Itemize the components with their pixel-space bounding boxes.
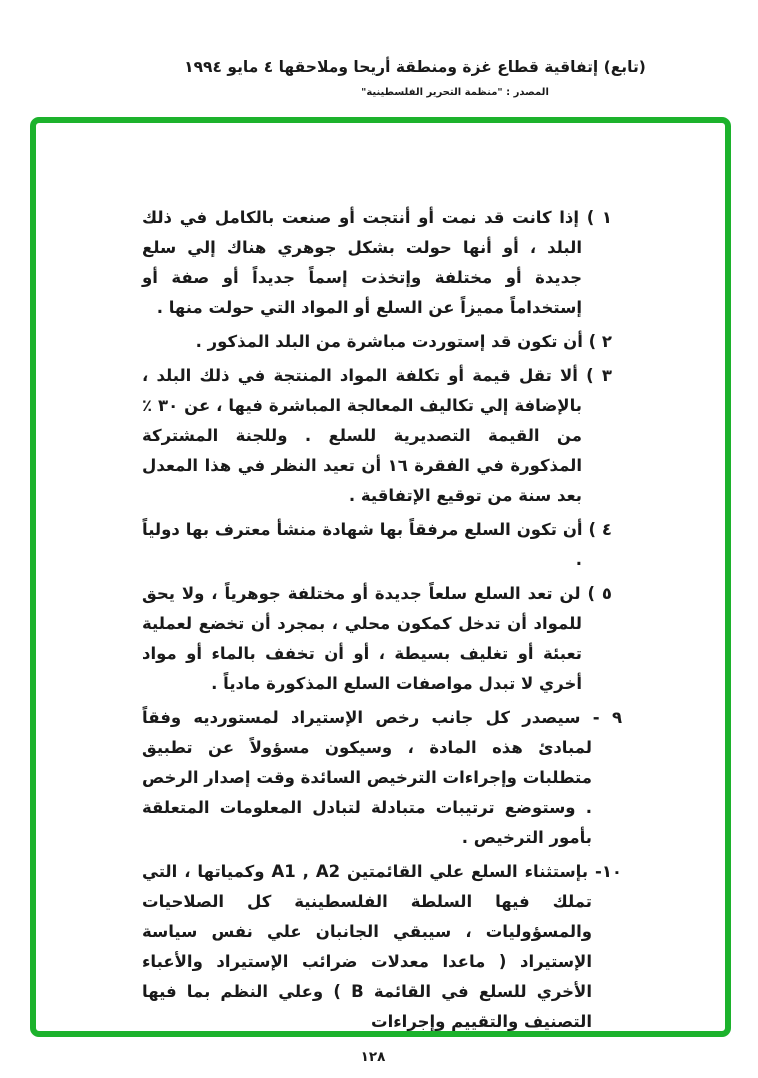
- item-text: بإستثناء السلع علي القائمتين A1 , A2 وكمياتها ، التي تملك فيها السلطة الفلسطينية كل الصلاحيات والمسؤوليات ، سيبقي الجانبان علي نفس سياسة الإستيراد ( ماعدا معدلات ضرائب الإستيراد والأعباء الأخري للسلع في القائمة B ) وعلي النظم بما فيها التصنيف والتقييم وإجراءات: [142, 862, 593, 1031]
- list-item: [142, 361, 612, 511]
- page-number: [0, 1046, 758, 1065]
- item-text: لن تعد السلع سلعاً جديدة أو مختلفة جوهرياً ، ولا يحق للمواد أن تدخل كمكون محلي ، بمجرد أن تخضع لعملية تعبئة أو تغليف بسيطة ، أو أن تخفف بالماء أو مواد أخري لا تبدل مواصفات السلع المذكورة مادياً .: [142, 584, 582, 693]
- list-item: [142, 857, 622, 1037]
- list-item: [142, 203, 612, 323]
- item-marker: ٩ -: [592, 708, 623, 727]
- page-header-source: [0, 87, 758, 98]
- item-text: سيصدر كل جانب رخص الإستيراد لمستورديه وفقاً لمبادئ هذه المادة ، وسيكون مسؤولاً عن تطبيق متطلبات وإجراءات الترخيص السائدة وقت إصدار الرخص . وستوضع ترتيبات متبادلة لتبادل المعلومات المتعلقة بأمور الترخيص .: [142, 708, 592, 847]
- item-marker: ١ ): [586, 208, 612, 227]
- page-header-source-text: المصدر : "منظمة التحرير الفلسطينية": [361, 87, 549, 98]
- item-marker: ٥ ): [587, 584, 612, 603]
- page-header-title-text: (تابع) إتفاقية قطاع غزة ومنطقة أريحا وملاحقها ٤ مايو ١٩٩٤: [184, 58, 646, 76]
- item-text: ألا تقل قيمة أو تكلفة المواد المنتجة في ذلك البلد ، بالإضافة إلي تكاليف المعالجة المباشرة فيها ، عن ٣٠ ٪ من القيمة التصديرية للسلع . وللجنة المشتركة المذكورة في الفقرة ١٦ أن تعيد النظر في هذا المعدل بعد سنة من توقيع الإتفاقية .: [142, 366, 582, 505]
- list-item: [142, 579, 612, 699]
- clause-list: [142, 203, 623, 1041]
- list-item: [142, 327, 612, 357]
- item-marker: ١٠-: [595, 862, 623, 881]
- item-text: أن تكون السلع مرفقاً بها شهادة منشأ معترف بها دولياً .: [142, 520, 583, 569]
- list-item: [142, 703, 622, 853]
- item-marker: ٣ ): [586, 366, 612, 385]
- list-item: [142, 515, 612, 575]
- item-marker: ٤ ): [588, 520, 612, 539]
- item-text: أن تكون قد إستوردت مباشرة من البلد المذكور .: [195, 332, 583, 351]
- item-marker: ٢ ): [588, 332, 612, 351]
- item-text: إذا كانت قد نمت أو أنتجت أو صنعت بالكامل في ذلك البلد ، أو أنها حولت بشكل جوهري هناك إلي سلع جديدة أو مختلفة وإتخذت إسماً جديداً أو صفة أو إستخداماً مميزاً عن السلع أو المواد التي حولت منها .: [142, 208, 582, 317]
- page-header-title: [0, 58, 758, 76]
- page-number-text: ١٢٨: [360, 1049, 386, 1065]
